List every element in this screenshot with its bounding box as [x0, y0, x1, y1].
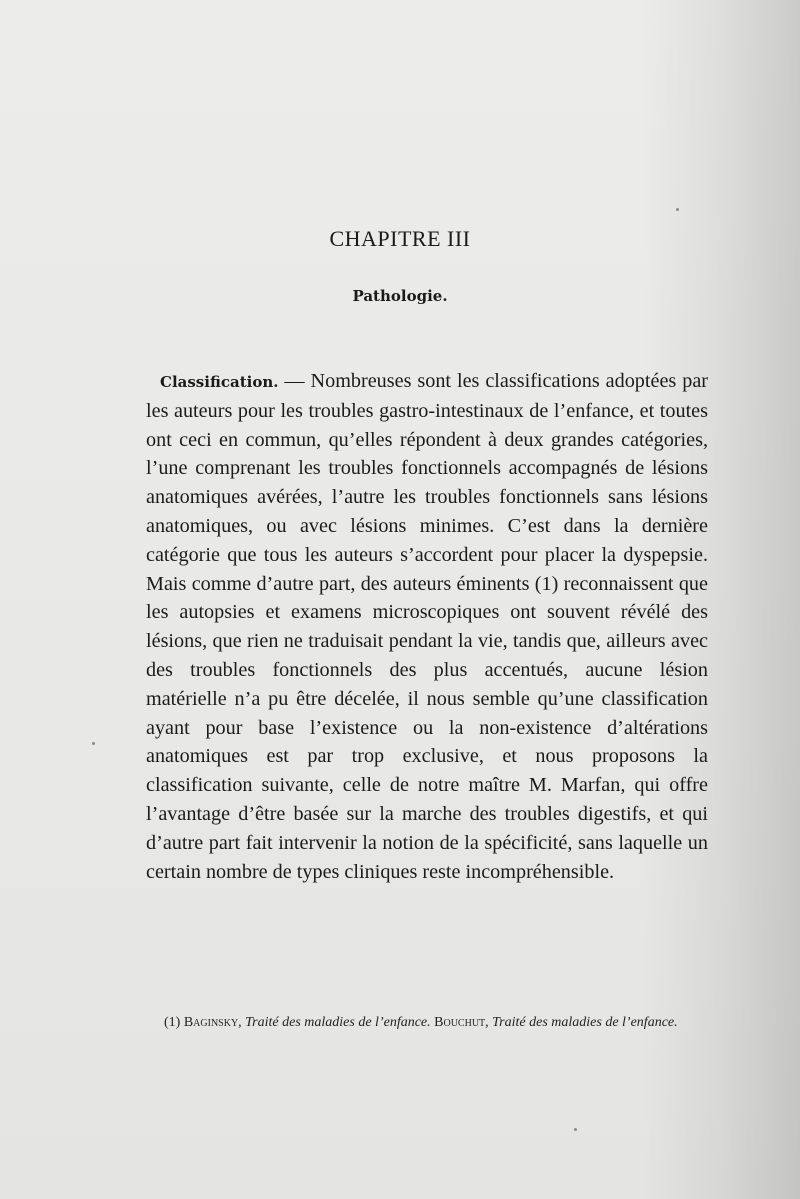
section-title: Pathologie. [352, 287, 448, 305]
footnote-work-2: Traité des maladies de l’enfance. [488, 1015, 678, 1030]
paragraph-lead: Classification. [160, 373, 279, 391]
chapter-title: CHAPITRE III [329, 226, 471, 251]
footnote-author-1: Baginsky, [183, 1015, 242, 1030]
footnote [160, 1013, 708, 1033]
body-paragraph [146, 367, 708, 886]
footnote-marker: (1) [164, 1015, 184, 1030]
paper-speck [676, 208, 679, 211]
paper-speck [92, 742, 95, 745]
footnote-work-1: Traité des maladies de l’enfance. [241, 1015, 431, 1030]
paragraph-text: — Nombreuses sont les classifications adoptées par les auteurs pour les troubles gastro-intestinaux de l’enfance, et toutes ont ceci en commun, qu’elles répondent à deux grandes catégories, l’une comprenant les troubles fonctionnels accompagnés de lésions anatomiques avérées, l’autre les troubles fonctionnels sans lésions anatomiques, ou avec lésions minimes. C’est dans la dernière catégorie que tous les auteurs s’accordent pour placer la dyspepsie. Mais comme d’autre part, des auteurs éminents (1) reconnaissent que les autopsies et examens microscopiques ont souvent révélé des lésions, que rien ne traduisait pendant la vie, tandis que, ailleurs avec des troubles fonctionnels des plus accentués, aucune lésion matérielle n’a pu être décelée, il nous semble qu’une classification ayant pour base l’existence ou la non-existence d’altérations anatomiques est par trop exclusive, et nous proposons la classification suivante, celle de notre maître M. Marfan, qui offre l’avantage d’être basée sur la marche des troubles digestifs, et qui d’autre part fait intervenir la notion de la spécificité, sans laquelle un certain nombre de types cliniques reste incompréhensible. [146, 370, 708, 883]
paper-speck [574, 1128, 577, 1131]
footnote-author-2: Bouchut, [430, 1015, 489, 1030]
